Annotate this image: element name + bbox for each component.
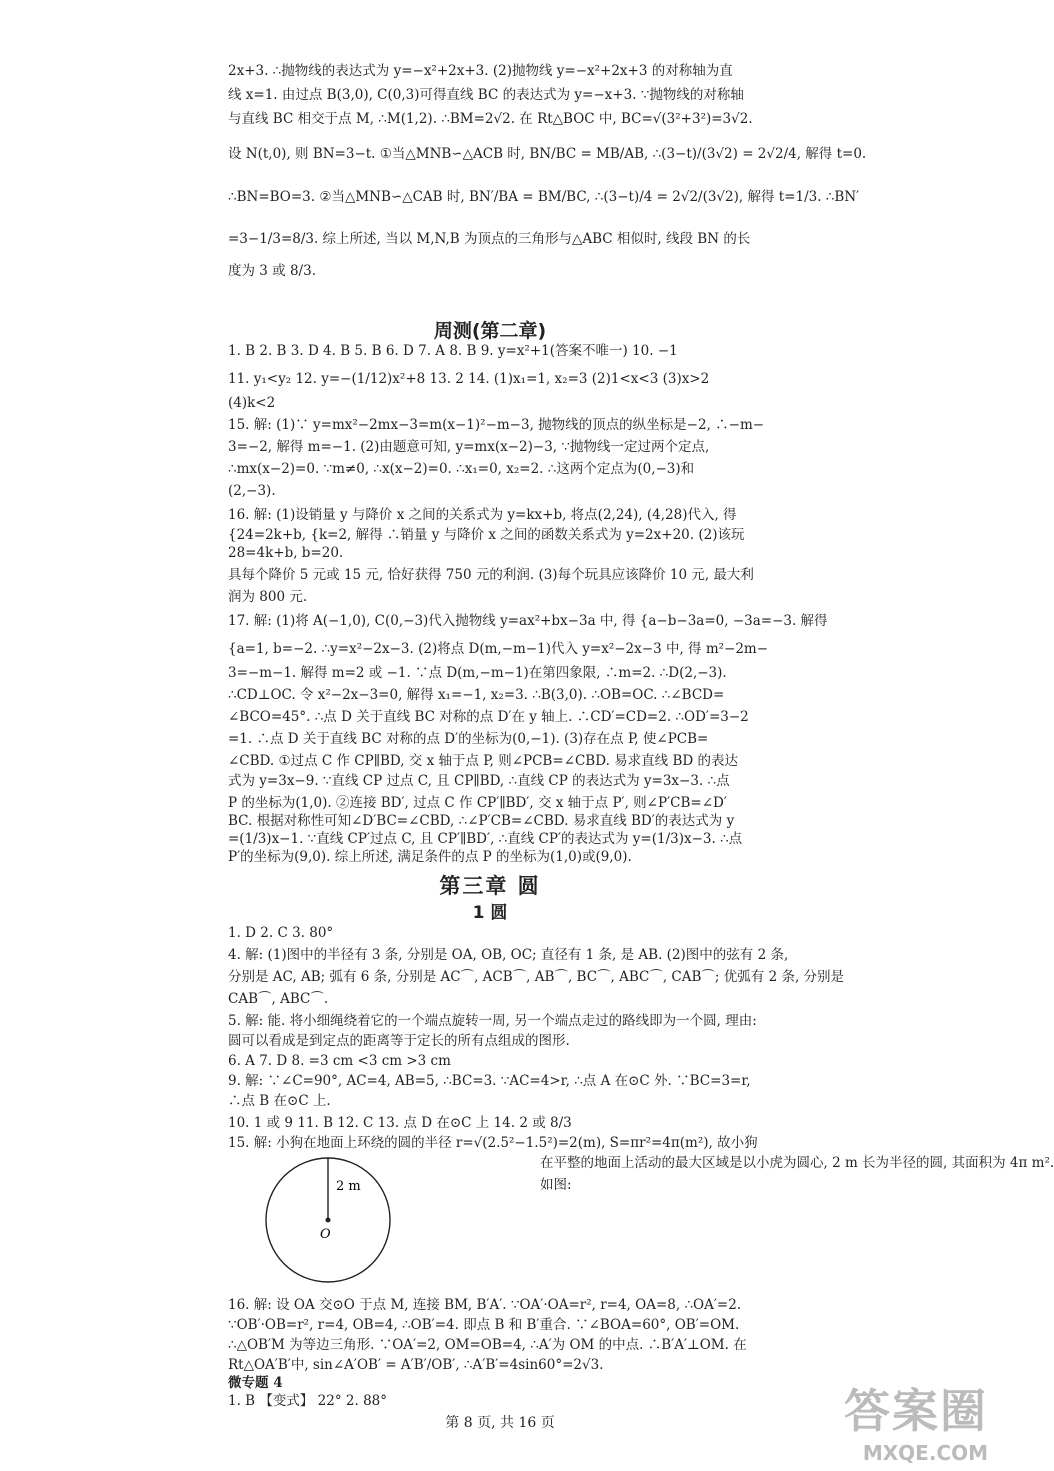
answer-line: BC. 根据对称性可知∠D′BC=∠CBD, ∴∠P′CB=∠CBD. 易求直线 BD′的表达式为 y <box>228 813 735 829</box>
answer-line: ∠CBD. ①过点 C 作 CP∥BD, 交 x 轴于点 P, 则∠PCB=∠CBD. 易求直线 BD 的表达 <box>228 753 738 769</box>
answer-line: CAB⌒, ABC⌒. <box>228 991 329 1007</box>
answer-line: 在平整的地面上活动的最大区域是以小虎为圆心, 2 m 长为半径的圆, 其面积为 4π m². <box>540 1155 1054 1171</box>
answer-line: 分别是 AC, AB; 弧有 6 条, 分别是 AC⌒, ACB⌒, AB⌒, BC⌒, ABC⌒, CAB⌒; 优弧有 2 条, 分别是 <box>228 969 845 985</box>
answer-line: 润为 800 元. <box>228 589 308 605</box>
answer-line: 9. 解: ∵∠C=90°, AC=4, AB=5, ∴BC=3. ∵AC=4>r, ∴点 A 在⊙C 外. ∵BC=3=r, <box>228 1073 751 1089</box>
answer-line: 式为 y=3x−9. ∵直线 CP 过点 C, 且 CP∥BD, ∴直线 CP 的表达式为 y=3x−3. ∴点 <box>228 773 730 789</box>
answer-line: ∵OB′·OB=r², r=4, OB=4, ∴OB′=4. 即点 B 和 B′重合. ∵∠BOA=60°, OB′=OM. <box>228 1317 740 1333</box>
answer-line: =(1/3)x−1. ∵直线 CP′过点 C, 且 CP′∥BD′, ∴直线 CP′的表达式为 y=(1/3)x−3. ∴点 <box>228 831 743 847</box>
answer-line: P′的坐标为(9,0). 综上所述, 满足条件的点 P 的坐标为(1,0)或(9,0). <box>228 849 632 865</box>
answer-line: 3=−m−1. 解得 m=2 或 −1. ∵点 D(m,−m−1)在第四象限, ∴m=2. ∴D(2,−3). <box>228 665 727 681</box>
watermark-url: MXQE.COM <box>862 1441 988 1465</box>
answer-line: 圆可以看成是到定点的距离等于定长的所有点组成的图形. <box>228 1033 570 1049</box>
answer-line: =1. ∴点 D 关于直线 BC 对称的点 D′的坐标为(0,−1). (3)存在点 P, 使∠PCB= <box>228 731 709 747</box>
radius-label: 2 m <box>336 1179 361 1194</box>
answer-line: 5. 解: 能. 将小细绳绕着它的一个端点旋转一周, 另一个端点走过的路线即为一个圆, 理由: <box>228 1013 757 1029</box>
answer-line: (4)k<2 <box>228 395 276 411</box>
answer-line: 16. 解: (1)设销量 y 与降价 x 之间的关系式为 y=kx+b, 将点(2,24), (4,28)代入, 得 <box>228 507 737 523</box>
answer-line: 1. D 2. C 3. 80° <box>228 925 334 941</box>
answer-line: 具每个降价 5 元或 15 元, 恰好获得 750 元的利润. (3)每个玩具应该降价 10 元, 最大利 <box>228 567 754 583</box>
watermark-logo-text: 答案圈 <box>844 1384 988 1438</box>
text-line: 设 N(t,0), 则 BN=3−t. ①当△MNB∽△ACB 时, BN/BC = MB/AB, ∴(3−t)/(3√2) = 2√2/4, 解得 t=0. <box>228 146 867 162</box>
text-line: 2x+3. ∴抛物线的表达式为 y=−x²+2x+3. (2)抛物线 y=−x²+2x+3 的对称轴为直 <box>228 63 733 79</box>
answer-line: 6. A 7. D 8. =3 cm <3 cm >3 cm <box>228 1053 451 1069</box>
answer-line: 16. 解: 设 OA 交⊙O 于点 M, 连接 BM, B′A′. ∵OA′·OA=r², r=4, OA=8, ∴OA′=2. <box>228 1297 742 1313</box>
answer-line: 3=−2, 解得 m=−1. (2)由题意可知, y=mx(x−2)−3, ∵抛物线一定过两个定点, <box>228 439 710 455</box>
section-heading: 1 圆 <box>472 903 508 923</box>
circle-figure <box>260 1150 400 1290</box>
text-line: 度为 3 或 8/3. <box>228 263 316 279</box>
center-point <box>326 1218 331 1223</box>
answer-line: 1. B 2. B 3. D 4. B 5. B 6. D 7. A 8. B 9. y=x²+1(答案不唯一) 10. −1 <box>228 343 678 359</box>
answer-line: ∴△OB′M 为等边三角形. ∵OA′=2, OM=OB=4, ∴A′为 OM 的中点. ∴B′A′⊥OM. 在 <box>228 1337 747 1353</box>
answer-line: 15. 解: (1)∵ y=mx²−2mx−3=m(x−1)²−m−3, 抛物线的顶点的纵坐标是−2, ∴−m− <box>228 417 765 433</box>
center-label: O <box>320 1227 331 1242</box>
answer-line: 28=4k+b, b=20. <box>228 545 344 561</box>
answer-line: {a=1, b=−2. ∴y=x²−2x−3. (2)将点 D(m,−m−1)代入 y=x²−2x−3 中, 得 m²−2m− <box>228 641 769 657</box>
answer-line: {24=2k+b, {k=2, 解得 ∴销量 y 与降价 x 之间的函数关系式为 y=2x+20. (2)该玩 <box>228 527 745 543</box>
text-line: =3−1/3=8/3. 综上所述, 当以 M,N,B 为顶点的三角形与△ABC 相似时, 线段 BN 的长 <box>228 231 751 247</box>
answer-line: 17. 解: (1)将 A(−1,0), C(0,−3)代入抛物线 y=ax²+bx−3a 中, 得 {a−b−3a=0, −3a=−3. 解得 <box>228 613 828 629</box>
answer-line: (2,−3). <box>228 483 276 499</box>
answer-line: ∴mx(x−2)=0. ∵m≠0, ∴x(x−2)=0. ∴x₁=0, x₂=2. ∴这两个定点为(0,−3)和 <box>228 461 695 477</box>
text-line: 线 x=1. 由过点 B(3,0), C(0,3)可得直线 BC 的表达式为 y=−x+3. ∵抛物线的对称轴 <box>228 87 744 103</box>
answer-line: 4. 解: (1)图中的半径有 3 条, 分别是 OA, OB, OC; 直径有 1 条, 是 AB. (2)图中的弦有 2 条, <box>228 947 789 963</box>
chapter-heading: 第三章 圆 <box>439 874 541 898</box>
answer-line: Rt△OA′B′中, sin∠A′OB′ = A′B′/OB′, ∴A′B′=4sin60°=2√3. <box>228 1357 604 1373</box>
answer-line: 11. y₁<y₂ 12. y=−(1/12)x²+8 13. 2 14. (1)x₁=1, x₂=3 (2)1<x<3 (3)x>2 <box>228 371 710 387</box>
answer-line: ∴CD⊥OC. 令 x²−2x−3=0, 解得 x₁=−1, x₂=3. ∴B(3,0). ∴OB=OC. ∴∠BCD= <box>228 687 725 703</box>
answer-line: 1. B 【变式】 22° 2. 88° <box>228 1393 387 1409</box>
watermark <box>844 1375 988 1465</box>
text-line: 与直线 BC 相交于点 M, ∴M(1,2). ∴BM=2√2. 在 Rt△BOC 中, BC=√(3²+3²)=3√2. <box>228 111 753 127</box>
answer-line: 15. 解: 小狗在地面上环绕的圆的半径 r=√(2.5²−1.5²)=2(m), S=πr²=4π(m²), 故小狗 <box>228 1135 758 1151</box>
answer-line: 10. 1 或 9 11. B 12. C 13. 点 D 在⊙C 上 14. 2 或 8/3 <box>228 1115 572 1131</box>
answer-line: ∴点 B 在⊙C 上. <box>228 1093 331 1109</box>
text-line: ∴BN=BO=3. ②当△MNB∽△CAB 时, BN′/BA = BM/BC, ∴(3−t)/4 = 2√2/(3√2), 解得 t=1/3. ∴BN′ <box>228 189 860 205</box>
micro-topic-heading: 微专题 4 <box>228 1375 283 1391</box>
page-footer: 第 8 页, 共 16 页 <box>445 1415 555 1431</box>
answer-line: 如图: <box>540 1177 572 1193</box>
answer-line: ∠BCO=45°. ∴点 D 关于直线 BC 对称的点 D′在 y 轴上. ∴CD′=CD=2. ∴OD′=3−2 <box>228 709 749 725</box>
section-heading-weekly-test: 周测(第二章) <box>433 320 547 342</box>
answer-line: P 的坐标为(1,0). ②连接 BD′, 过点 C 作 CP′∥BD′, 交 x 轴于点 P′, 则∠P′CB=∠D′ <box>228 795 727 811</box>
